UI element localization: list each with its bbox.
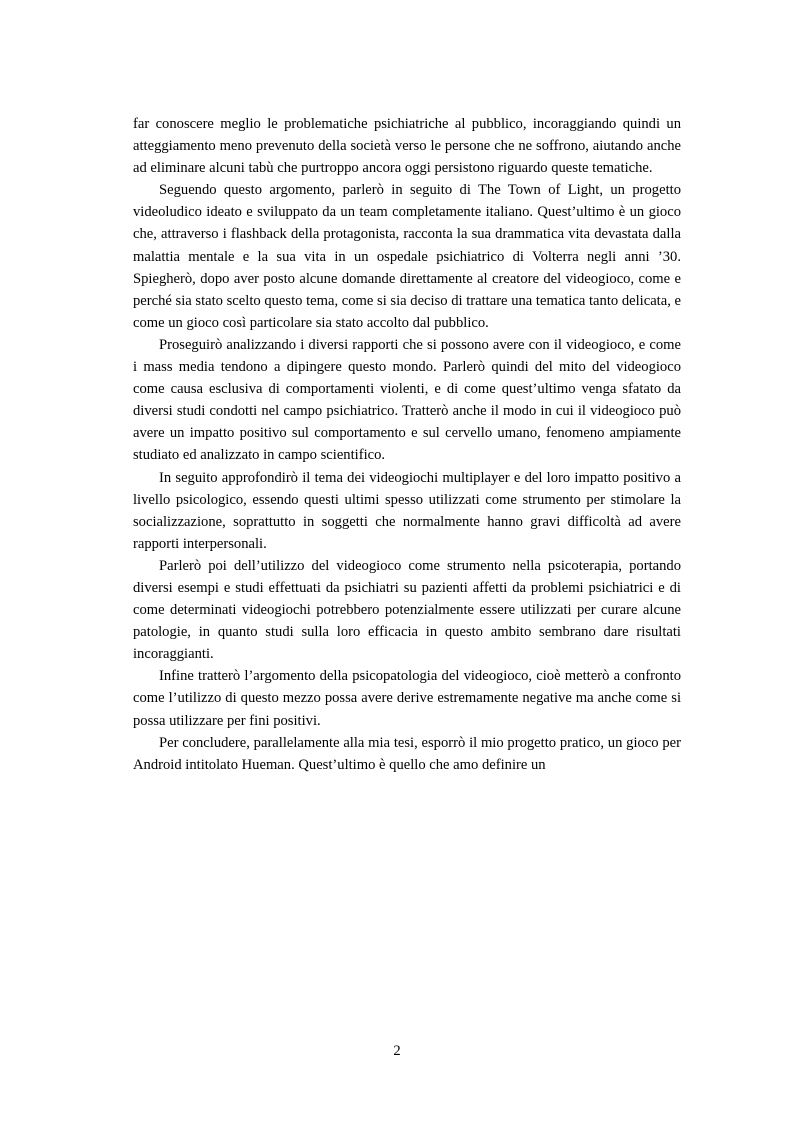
paragraph-multiplayer: In seguito approfondirò il tema dei videogiochi multiplayer e del loro impatto positivo a livello psicologico, essendo questi ultimi spesso utilizzati come strumento per stimolare la socializzazione, soprattutto in soggetti che normalmente hanno gravi difficoltà ad avere rapporti interpersonali. (133, 469, 681, 552)
paragraph-continuation: far conoscere meglio le problematiche psichiatriche al pubblico, incoraggiando quindi un atteggiamento meno prevenuto della società verso le persone che ne soffrono, aiutando anche ad eliminare alcuni tabù che purtroppo ancora oggi persistono riguardo queste tematiche. (133, 116, 681, 177)
paragraph-town-of-light: Seguendo questo argomento, parlerò in seguito di The Town of Light, un progetto videoludico ideato e sviluppato da un team completamente italiano. Quest’ultimo è un gioco che, attraverso i flashback della protagonista, racconta la sua drammatica vita devastata dalla malattia mentale e la sua vita in un ospedale psichiatrico di Volterra negli anni ’30. Spiegherò, dopo aver posto alcune domande direttamente al creatore del videogioco, come e perché sia stato scelto questo tema, come si sia deciso di trattare una tematica tanto delicata, e come un gioco così particolare sia stato accolto dal pubblico. (133, 182, 681, 331)
paragraph-psychopathology: Infine tratterò l’argomento della psicopatologia del videogioco, cioè metterò a confronto come l’utilizzo di questo mezzo possa avere derive estremamente negative ma anche come si possa utilizzare per fini positivi. (133, 668, 681, 729)
paragraph-psychotherapy: Parlerò poi dell’utilizzo del videogioco come strumento nella psicoterapia, portando diversi esempi e studi effettuati da psichiatri su pazienti affetti da problemi psichiatrici e di come determinati videogiochi potrebbero potenzialmente essere utilizzati per curare alcune patologie, in quanto studi sulla loro efficacia in questo ambito sembrano dare risultati incoraggianti. (133, 557, 681, 663)
paragraph-conclusion: Per concludere, parallelamente alla mia tesi, esporrò il mio progetto pratico, un gioco per Android intitolato Hueman. Quest’ultimo è quello che amo definire un (133, 734, 681, 773)
page-number: 2 (393, 1043, 401, 1059)
page-body (133, 113, 681, 776)
paragraph-media-violence: Proseguirò analizzando i diversi rapporti che si possono avere con il videogioco, e come i mass media tendono a dipingere questo mondo. Parlerò quindi del mito del videogioco come causa esclusiva di comportamenti violenti, e di come quest’ultimo venga sfatato da diversi studi condotti nel campo psichiatrico. Tratterò anche il modo in cui il videogioco può avere un impatto positivo sul comportamento e sul cervello umano, fenomeno ampiamente studiato ed analizzato in campo scientifico. (133, 336, 681, 464)
